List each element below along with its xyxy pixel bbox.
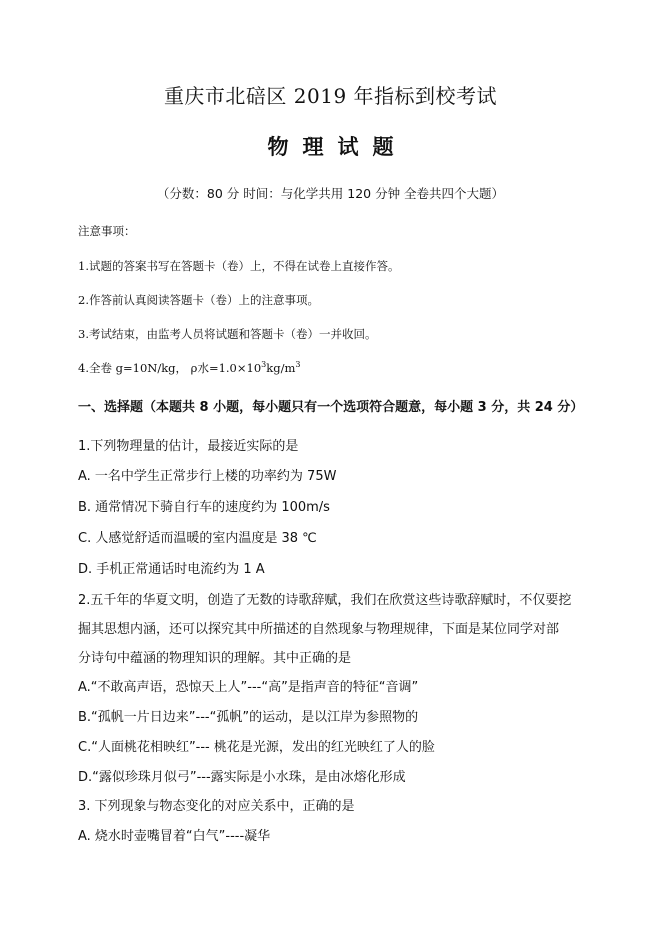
- q1-option-a: A. 一名中学生正常步行上楼的功率约为 75W: [78, 469, 337, 484]
- note-item-4-text: 4.全卷 g=10N/kg， ρ水=1.0×10: [78, 361, 262, 375]
- notes-heading: 注意事项：: [78, 224, 136, 238]
- exam-info: （分数：80 分 时间：与化学共用 120 分钟 全卷共四个大题）: [156, 186, 505, 201]
- note-item-4-unit: kg/m: [266, 361, 296, 375]
- q2-option-b: B.“孤帆一片日边来”---“孤帆”的运动，是以江岸为参照物的: [78, 710, 419, 725]
- q1-stem: 1.下列物理量的估计，最接近实际的是: [78, 439, 299, 454]
- q1-option-b: B. 通常情况下骑自行车的速度约为 100m/s: [78, 500, 330, 515]
- section-1-heading: 一、选择题（本题共 8 小题，每小题只有一个选项符合题意，每小题 3 分，共 24 分）: [78, 400, 584, 415]
- note-item-1: 1.试题的答案书写在答题卡（卷）上，不得在试卷上直接作答。: [78, 259, 400, 273]
- q2-option-a: A.“不敢高声语，恐惊天上人”---“高”是指声音的特征“音调”: [78, 680, 419, 695]
- note-item-4-unit-exponent: 3: [295, 360, 301, 370]
- q2-stem-line-3: 分诗句中蕴涵的物理知识的理解。其中正确的是: [78, 651, 352, 666]
- note-item-3: 3.考试结束，由监考人员将试题和答题卡（卷）一并收回。: [78, 327, 377, 341]
- q3-option-a: A. 烧水时壶嘴冒着“白气”----凝华: [78, 829, 271, 844]
- subject-title: 物理试题: [267, 134, 408, 159]
- note-item-4-exponent: 3: [261, 360, 267, 370]
- q3-stem: 3. 下列现象与物态变化的对应关系中，正确的是: [78, 799, 355, 814]
- exam-title: 重庆市北碚区 2019 年指标到校考试: [163, 84, 498, 108]
- note-item-4: [78, 360, 300, 376]
- q1-option-c: C. 人感觉舒适而温暖的室内温度是 38 ℃: [78, 531, 317, 546]
- note-item-2: 2.作答前认真阅读答题卡（卷）上的注意事项。: [78, 293, 319, 307]
- q2-option-d: D.“露似珍珠月似弓”---露实际是小水珠，是由冰熔化形成: [78, 770, 406, 785]
- q2-option-c: C.“人面桃花相映红”--- 桃花是光源，发出的红光映红了人的脸: [78, 740, 435, 755]
- q1-option-d: D. 手机正常通话时电流约为 1 A: [78, 562, 265, 577]
- q2-stem-line-1: 2.五千年的华夏文明，创造了无数的诗歌辞赋，我们在欣赏这些诗歌辞赋时，不仅要挖: [78, 593, 572, 608]
- q2-stem-line-2: 掘其思想内涵，还可以探究其中所描述的自然现象与物理规律，下面是某位同学对部: [78, 622, 560, 637]
